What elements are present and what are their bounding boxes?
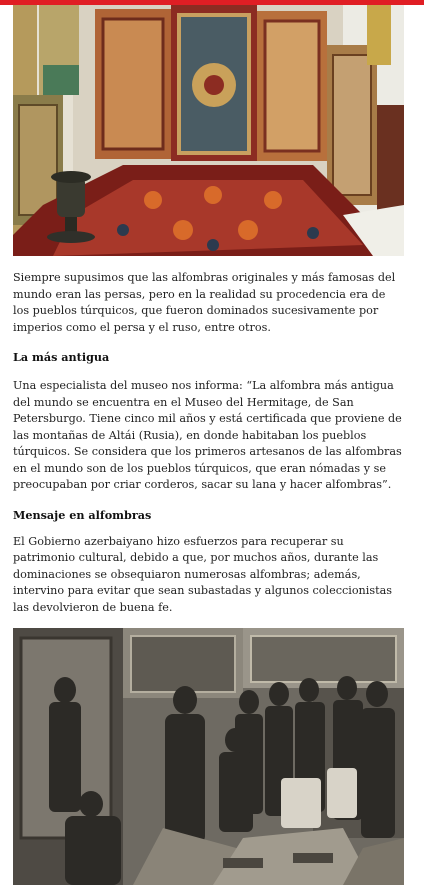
vintage-carpet-merchants-photo	[13, 628, 404, 885]
carpet-museum-photo	[13, 5, 404, 256]
message-paragraph: El Gobierno azerbaiyano hizo esfuerzos para recuperar su patrimonio cultural, debido a que, por muchos años, durante las dominaciones se obsequiaron numerosas alfombras; además, intervino para evitar que sean subastadas y algunos coleccionistas las devolvieron de buena fe.	[13, 534, 392, 614]
section-heading-message: Mensaje en alfombras	[13, 507, 152, 522]
oldest-paragraph: Una especialista del museo nos informa: “La alfombra más antigua del mundo se encuentra en el Museo del Hermitage, de San Petersburgo. Tiene cinco mil años y está certificada que proviene de las montañas de Altái (Rusia), en donde habitaban los pueblos túrquicos. Se considera que los primeros artesanos de las alfombras en el mundo son de los pueblos túrquicos, que eran nómadas y se preocupaban por criar corderos, sacar su lana y hacer alfombras”.	[13, 379, 402, 491]
intro-paragraph: Siempre supusimos que las alfombras originales y más famosas del mundo eran las persas, pero en la realidad su procedencia era de los pueblos túrquicos, que fueron dominados sucesivamente por imperios como el persa y el ruso, entre otros.	[13, 271, 396, 334]
section-heading-oldest: La más antigua	[13, 350, 110, 364]
article-body	[13, 5, 404, 885]
